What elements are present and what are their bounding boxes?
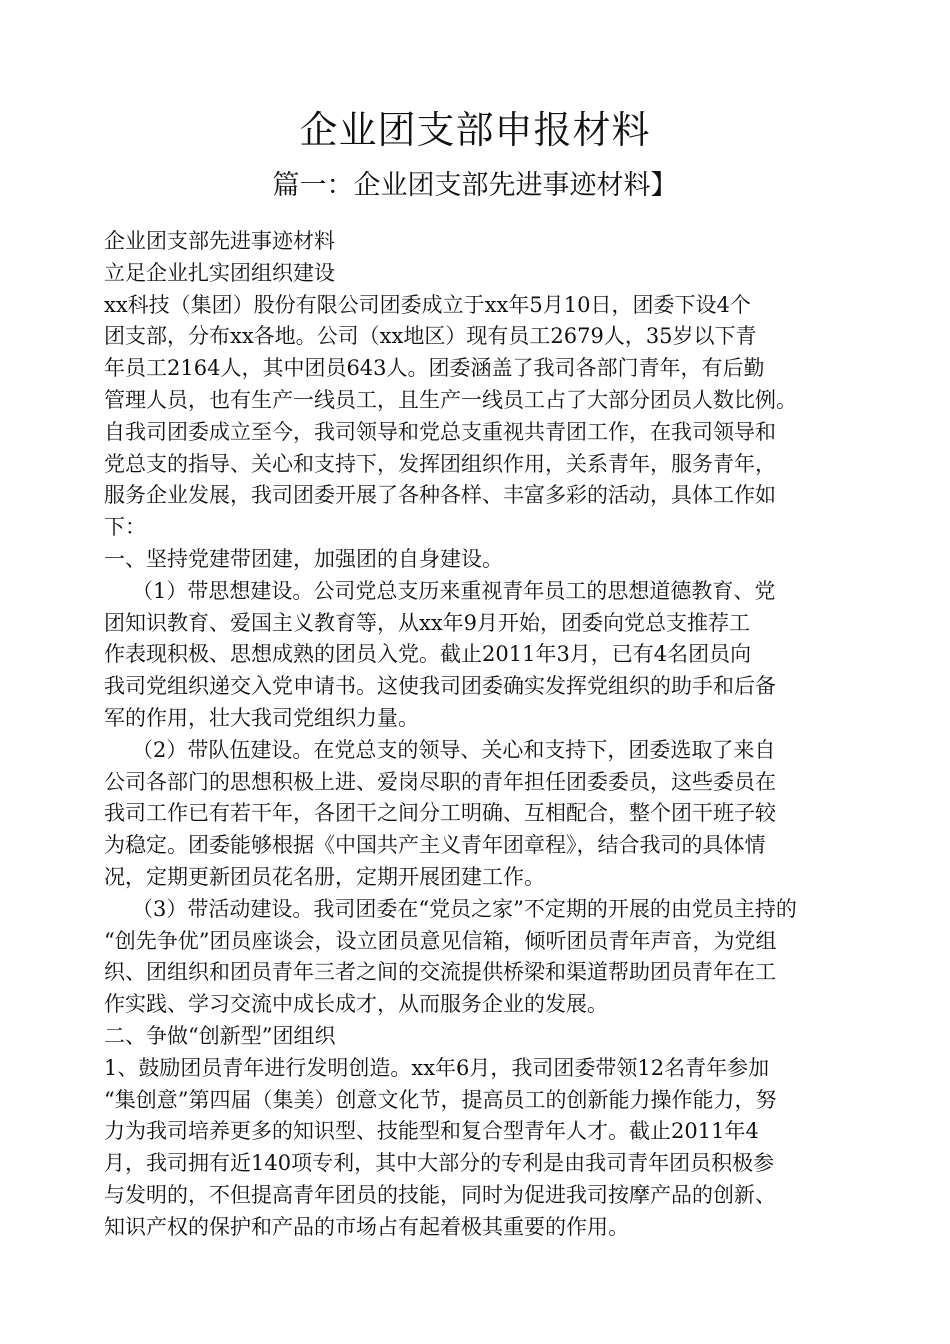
body-line: 下： bbox=[104, 515, 146, 540]
body-line: 团知识教育、爱国主义教育等，从xx年9月开始，团委向党总支推荐工 bbox=[104, 610, 751, 635]
body-line: 军的作用，壮大我司党组织力量。 bbox=[104, 705, 419, 730]
body-line: 一、坚持党建带团建，加强团的自身建设。 bbox=[104, 546, 503, 571]
body-line: 力为我司培养更多的知识型、技能型和复合型青年人才。截止2011年4 bbox=[104, 1119, 759, 1144]
body-line: 年员工2164人，其中团员643人。团委涵盖了我司各部门青年，有后勤 bbox=[104, 356, 765, 381]
document-body bbox=[104, 226, 864, 1244]
body-line: 我司工作已有若干年，各团干之间分工明确、互相配合，整个团干班子较 bbox=[104, 801, 776, 826]
body-line: （2）带队伍建设。在党总支的领导、关心和支持下，团委选取了来自 bbox=[132, 737, 776, 762]
body-line: （1）带思想建设。公司党总支历来重视青年员工的思想道德教育、党 bbox=[132, 578, 776, 603]
body-line: 企业团支部先进事迹材料 bbox=[104, 229, 335, 253]
body-line: 1、鼓励团员青年进行发明创造。xx年6月，我司团委带领12名青年参加 bbox=[104, 1055, 770, 1080]
body-line: 管理人员，也有生产一线员工，且生产一线员工占了大部分团员人数比例。 bbox=[104, 387, 797, 412]
body-line: 作表现积极、思想成熟的团员入党。截止2011年3月，已有4名团员向 bbox=[104, 642, 752, 667]
body-line: 况，定期更新团员花名册，定期开展团建工作。 bbox=[104, 864, 545, 889]
body-line: xx科技（集团）股份有限公司团委成立于xx年5月10日，团委下设4个 bbox=[104, 292, 751, 317]
body-line: （3）带活动建设。我司团委在“党员之家”不定期的开展的由党员主持的 bbox=[132, 896, 797, 921]
body-line: 服务企业发展，我司团委开展了各种各样、丰富多彩的活动，具体工作如 bbox=[104, 483, 776, 508]
body-line: 团支部，分布xx各地。公司（xx地区）现有员工2679人，35岁以下青 bbox=[104, 324, 757, 349]
body-line: “集创意”第四届（集美）创意文化节，提高员工的创新能力操作能力，努 bbox=[104, 1087, 777, 1112]
body-line: “创先争优”团员座谈会，设立团员意见信箱，倾听团员青年声音，为党组 bbox=[104, 928, 777, 953]
body-line: 作实践、学习交流中成长成才，从而服务企业的发展。 bbox=[104, 992, 608, 1017]
body-line: 为稳定。团委能够根据《中国共产主义青年团章程》，结合我司的具体情 bbox=[104, 833, 766, 858]
body-line: 我司党组织递交入党申请书。这使我司团委确实发挥党组织的助手和后备 bbox=[104, 674, 776, 699]
body-line: 立足企业扎实团组织建设 bbox=[104, 260, 335, 285]
document-title: 企业团支部申报材料 bbox=[299, 108, 651, 152]
body-line: 知识产权的保护和产品的市场占有起着极其重要的作用。 bbox=[104, 1214, 629, 1239]
body-line: 二、争做“创新型”团组织 bbox=[104, 1023, 336, 1048]
body-line: 与发明的，不但提高青年团员的技能，同时为促进我司按摩产品的创新、 bbox=[104, 1182, 776, 1207]
body-line: 党总支的指导、关心和支持下，发挥团组织作用，关系青年，服务青年， bbox=[104, 451, 776, 476]
document-subtitle: 篇一：企业团支部先进事迹材料】 bbox=[272, 170, 678, 201]
body-line: 月，我司拥有近140项专利，其中大部分的专利是由我司青年团员积极参 bbox=[104, 1151, 775, 1176]
body-line: 公司各部门的思想积极上进、爱岗尽职的青年担任团委委员，这些委员在 bbox=[104, 769, 776, 794]
body-line: 织、团组织和团员青年三者之间的交流提供桥梁和渠道帮助团员青年在工 bbox=[104, 960, 776, 985]
body-line: 自我司团委成立至今，我司领导和党总支重视共青团工作，在我司领导和 bbox=[104, 419, 776, 444]
